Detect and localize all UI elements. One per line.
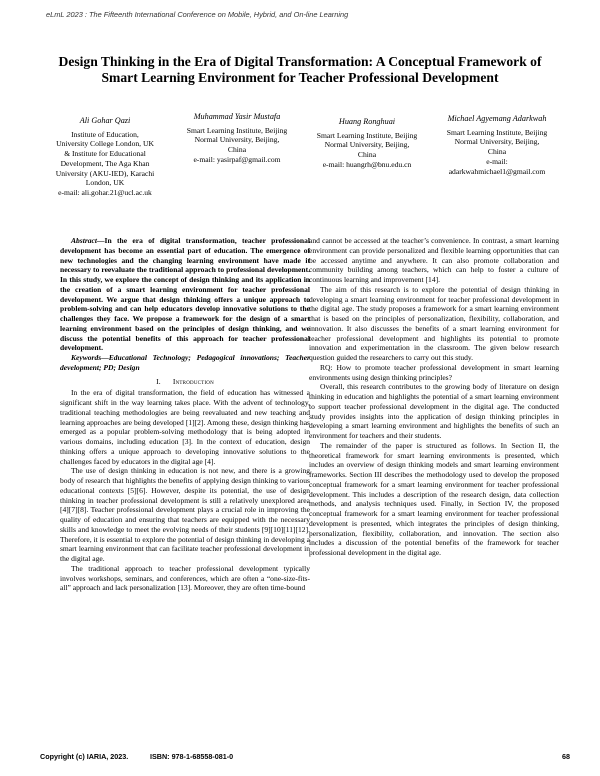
footer-page-number: 68 [562,752,570,761]
abstract-text: In the era of digital transformation, teacher professional development has become an essential part of education. The emergence of new technologies and the changing learning environment have made it necessary to reevaluate the traditional approach to professional development. In this study, we explore the concept of design thinking and its application in the creation of a smart learning environment for teacher professional development. We argue that design thinking offers a unique approach to problem-solving and can help educators develop innovative solutions to the challenges they face. We propose a framework for the design of a smart learning environment based on the principles of design thinking, and we discuss the potential benefits of this approach for teacher professional development. [60,236,310,353]
keywords [60,353,310,373]
author-affiliation-line: University (AKU-IED), Karachi [55,168,155,178]
paper-title-line-2: Smart Learning Environment for Teacher Professional Development [101,70,499,85]
author-affiliation-line: Institute of Education, [71,129,139,139]
paper-title-line-1: Design Thinking in the Era of Digital Transformation: A Conceptual Framework of [58,54,542,69]
author-affiliation-line: Normal University, Beijing, [324,140,410,150]
author-affiliation-line: Smart Learning Institute, Beijing [316,130,418,140]
author-email: e-mail: yasirpaf@gmail.com [193,154,281,164]
author-2 [172,112,302,165]
paragraph: and cannot be accessed at the teacher’s convenience. In contrast, a smart learning environment can provide personalized and flexible learning opportunities that can be accessed anytime and anywhere. It can also promote collaboration and community building among teachers, which can help to foster a culture of continuous learning and improvement [14]. [309,236,559,284]
author-affiliation-line: Smart Learning Institute, Beijing [186,125,288,135]
author-1 [40,116,170,198]
author-affiliation-line: China [357,150,377,160]
author-email: adarkwahmichael1@gmail.com [448,166,546,176]
author-name: Ali Gohar Qazi [79,116,131,125]
author-affiliation-line: China [227,145,247,155]
keywords-text: Educational Technology; Pedagogical innovations; Teacher development; PD; Design [60,353,310,372]
author-affiliation-line: e-mail: [486,156,508,166]
section-number: I. [156,376,161,386]
left-column [60,236,310,593]
paragraph: The aim of this research is to explore the potential of design thinking in developing a smart learning environment for teacher professional development in the digital age. The study proposes a framework for a smart learning environment that is based on the principles of personalization, flexibility, collaboration, and innovation. It also discusses the benefits of a smart learning environment for teacher professional development and highlights its potential to promote innovation and experimentation in the classroom. The given below research question guided the researchers to carry out this study. [309,284,559,362]
paragraph: Overall, this research contributes to the growing body of literature on design thinking in education and highlights the potential of a smart learning environment to support teacher professional development in the digital age. The conducted study provides insights into the application of design thinking principles in developing a smart learning environment and highlights the benefits of such an environment for teachers and their students. [309,382,559,440]
footer-isbn: ISBN: 978-1-68558-081-0 [150,752,234,761]
author-3 [302,117,432,170]
author-name: Michael Agyemang Adarkwah [447,114,547,123]
author-affiliation-line: London, UK [85,178,125,188]
author-affiliation-line: Smart Learning Institute, Beijing [446,127,548,137]
author-name: Muhammad Yasir Mustafa [193,112,281,121]
conference-header: eLmL 2023 : The Fifteenth International Conference on Mobile, Hybrid, and On-line Learning [46,10,349,19]
paragraph: The remainder of the paper is structured as follows. In Section II, the theoretical framework for smart learning environments is presented, which includes an overview of design thinking models and smart learning environment frameworks. Section III describes the methodology used to develop the proposed conceptual framework for a smart learning environment for teacher professional development. This includes a description of the research design, data collection methods, and analysis techniques used. Finally, in Section IV, the proposed conceptual framework for a smart learning environment for teacher professional development is presented, which integrates the principles of design thinking, personalization, flexibility, collaboration, and innovation. The section also includes a discussion of the potential benefits of the framework for teacher professional development in the digital age. [309,440,559,557]
paper-title [40,54,560,86]
author-email: e-mail: huangrh@bnu.edu.cn [322,159,412,169]
keywords-lead: Keywords— [71,353,109,362]
author-affiliation-line: Development, The Aga Khan [60,158,150,168]
paragraph: The traditional approach to teacher professional development typically involves workshops, seminars, and conferences, which are often a “one-size-fits-all” approach and lack personalization [13]. Moreover, they are often time-bound [60,563,310,593]
author-affiliation-line: University College London, UK [56,139,154,149]
author-affiliation-line: Normal University, Beijing, [194,135,280,145]
author-4 [432,114,562,176]
abstract [60,236,310,353]
paragraph: The use of design thinking in education is not new, and there is a growing body of research that highlights the benefits of applying design thinking to various educational contexts [5][6]. However, despite its potential, the use of design thinking in teacher professional development is still a relatively unexplored area [4][7][8]. Teacher professional development plays a crucial role in improving the quality of education and ensuring that teachers are equipped with the necessary skills and knowledge to meet the evolving needs of their students [9][10][11][12]. Therefore, it is essential to explore the potential of design thinking in developing a smart learning environment that can facilitate teacher professional development in the digital age. [60,466,310,563]
right-column [309,236,559,558]
section-title: Introduction [172,376,214,386]
section-heading-introduction [60,377,310,387]
author-block [40,112,570,222]
author-affiliation-line: China [487,147,507,157]
author-affiliation-line: Normal University, Beijing, [454,137,540,147]
author-affiliation-line: & Institute for Educational [64,149,146,159]
footer-copyright: Copyright (c) IARIA, 2023. [40,752,129,761]
author-name: Huang Ronghuai [338,117,396,126]
author-email: e-mail: ali.gohar.21@ucl.ac.uk [58,187,152,197]
research-question: RQ: How to promote teacher professional development in smart learning environments using design thinking principles? [309,362,559,382]
paragraph: In the era of digital transformation, the field of education has witnessed a significant shift in the way learning takes place. With the advent of technology, traditional teaching methodologies are being reevaluated and new teaching and learning approaches are being developed [1][2]. Among these, design thinking has emerged as a popular problem-solving methodology that is being adopted in various domains, including education [3]. In the context of education, design thinking offers a unique approach to developing innovative solutions to the challenges faced by educators in the digital age [4]. [60,388,310,466]
abstract-lead: Abstract— [71,236,105,245]
